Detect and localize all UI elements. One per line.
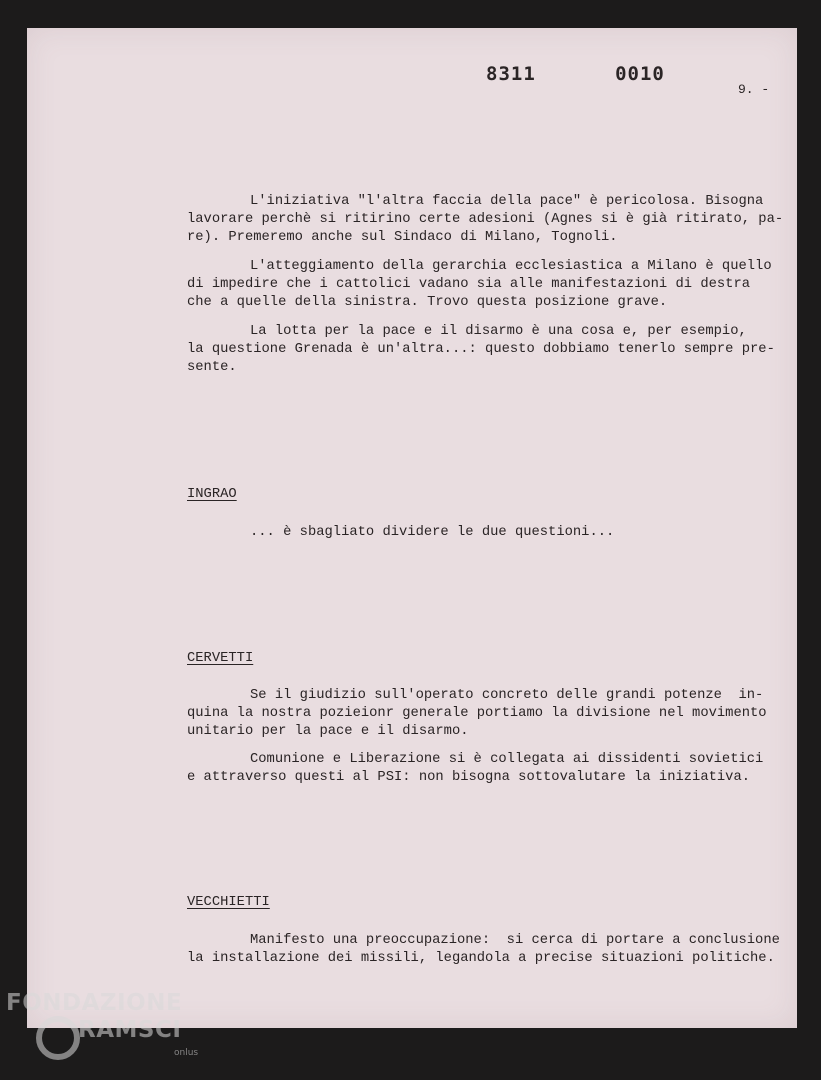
text-line: Comunione e Liberazione si è collegata ai dissidenti sovietici <box>250 752 764 767</box>
logo-g-mark-icon <box>36 1016 80 1060</box>
speaker-text: ... è sbagliato dividere le due questioni... <box>250 525 615 540</box>
text-line: Manifesto una preoccupazione: si cerca di portare a conclusione <box>250 933 780 948</box>
logo-line-1: FONDAZIONE <box>6 990 183 1016</box>
speaker-heading-vecchietti: VECCHIETTI <box>187 895 270 910</box>
archive-stamp: 8311 0010 <box>486 63 665 85</box>
text-line: la installazione dei missili, legandola a precise situazioni politiche. <box>187 951 775 966</box>
text-line: sente. <box>187 360 237 375</box>
text-line: L'atteggiamento della gerarchia ecclesiastica a Milano è quello <box>250 259 772 274</box>
text-line: di impedire che i cattolici vadano sia alle manifestazioni di destra <box>187 277 751 292</box>
speaker-heading-ingrao: INGRAO <box>187 487 237 502</box>
text-line: Se il giudizio sull'operato concreto delle grandi potenze in- <box>250 688 764 703</box>
text-line: e attraverso questi al PSI: non bisogna sottovalutare la iniziativa. <box>187 770 751 785</box>
logo-line-3: onlus <box>174 1048 199 1058</box>
text-line: unitario per la pace e il disarmo. <box>187 724 469 739</box>
text-line: L'iniziativa "l'altra faccia della pace" è pericolosa. Bisogna <box>250 194 764 209</box>
text-line: quina la nostra pozieionr generale portiamo la divisione nel movimento <box>187 706 767 721</box>
text-line: La lotta per la pace e il disarmo è una cosa e, per esempio, <box>250 324 747 339</box>
text-line: la questione Grenada è un'altra...: questo dobbiamo tenerlo sempre pre- <box>187 342 775 357</box>
text-line: re). Premeremo anche sul Sindaco di Milano, Tognoli. <box>187 230 618 245</box>
logo-line-2: RAMSCI <box>78 1017 182 1043</box>
text-line: lavorare perchè si ritirino certe adesioni (Agnes si è già ritirato, pa- <box>187 212 784 227</box>
page-number: 9. - <box>738 82 770 97</box>
speaker-heading-cervetti: CERVETTI <box>187 651 254 666</box>
text-line: che a quelle della sinistra. Trovo questa posizione grave. <box>187 295 668 310</box>
